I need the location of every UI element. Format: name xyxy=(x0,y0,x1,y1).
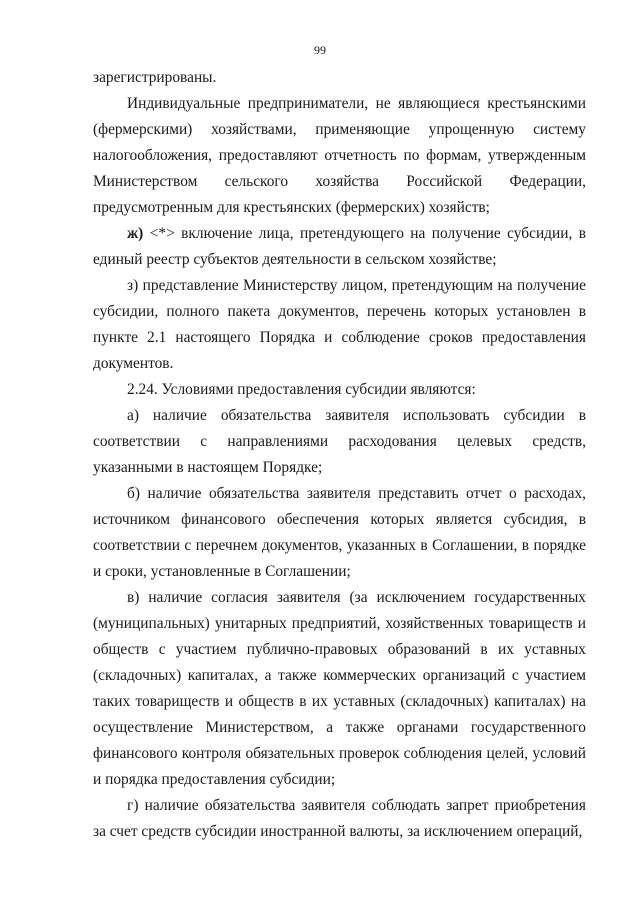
paragraph-item-v xyxy=(93,585,586,793)
paragraph-text: г) наличие обязательства заявителя соблюдать запрет приобретения за счет средств субсидии иностранной валюты, за исключением операций, xyxy=(93,797,586,840)
paragraph-item-zh xyxy=(93,221,586,273)
page-number: 99 xyxy=(314,43,326,57)
paragraph-text: зарегистрированы. xyxy=(93,69,217,86)
paragraph-item-a xyxy=(93,403,586,481)
paragraph-entrepreneurs xyxy=(93,91,586,221)
paragraph-text: з) представление Министерству лицом, претендующим на получение субсидии, полного пакета документов, перечень которых установлен в пункте 2.1 настоящего Порядка и соблюдение сроков предоставления документов. xyxy=(93,277,586,372)
paragraph-item-g xyxy=(93,793,586,845)
paragraph-text: Индивидуальные предприниматели, не являющиеся крестьянскими (фермерскими) хозяйствами, применяющие упрощенную систему налогообложения, предоставляют отчетность по формам, утвержденным Министерством сельского хозяйства Российской Федерации, предусмотренным для крестьянских (фермерских) хозяйств; xyxy=(93,95,586,216)
paragraph-section-2-24 xyxy=(93,377,586,403)
paragraph-item-b xyxy=(93,481,586,585)
paragraph-continuation xyxy=(93,65,586,91)
paragraph-text: в) наличие согласия заявителя (за исключением государственных (муниципальных) унитарных предприятий, хозяйственных товариществ и обществ с участием публично-правовых образований в их уставных (складочных) капиталах, а также коммерческих организаций с участием таких товариществ и обществ в их уставных (складочных) капиталах) на осуществление Министерством, а также органами государственного финансового контроля обязательных проверок соблюдения целей, условий и порядка предоставления субсидии; xyxy=(93,589,586,788)
paragraph-text: б) наличие обязательства заявителя представить отчет о расходах, источником финансового обеспечения которых является субсидия, в соответствии с перечнем документов, указанных в Соглашении, в порядке и сроки, установленные в Соглашении; xyxy=(93,485,586,580)
paragraph-text: 2.24. Условиями предоставления субсидии являются: xyxy=(127,381,476,398)
document-body xyxy=(93,65,586,845)
paragraph-item-z xyxy=(93,273,586,377)
paragraph-text: а) наличие обязательства заявителя использовать субсидии в соответствии с направлениями расходования целевых средств, указанными в настоящем Порядке; xyxy=(93,407,586,476)
paragraph-text: <*> включение лица, претендующего на получение субсидии, в единый реестр субъектов деятельности в сельском хозяйстве; xyxy=(93,225,586,268)
item-marker: ж) xyxy=(127,225,144,242)
